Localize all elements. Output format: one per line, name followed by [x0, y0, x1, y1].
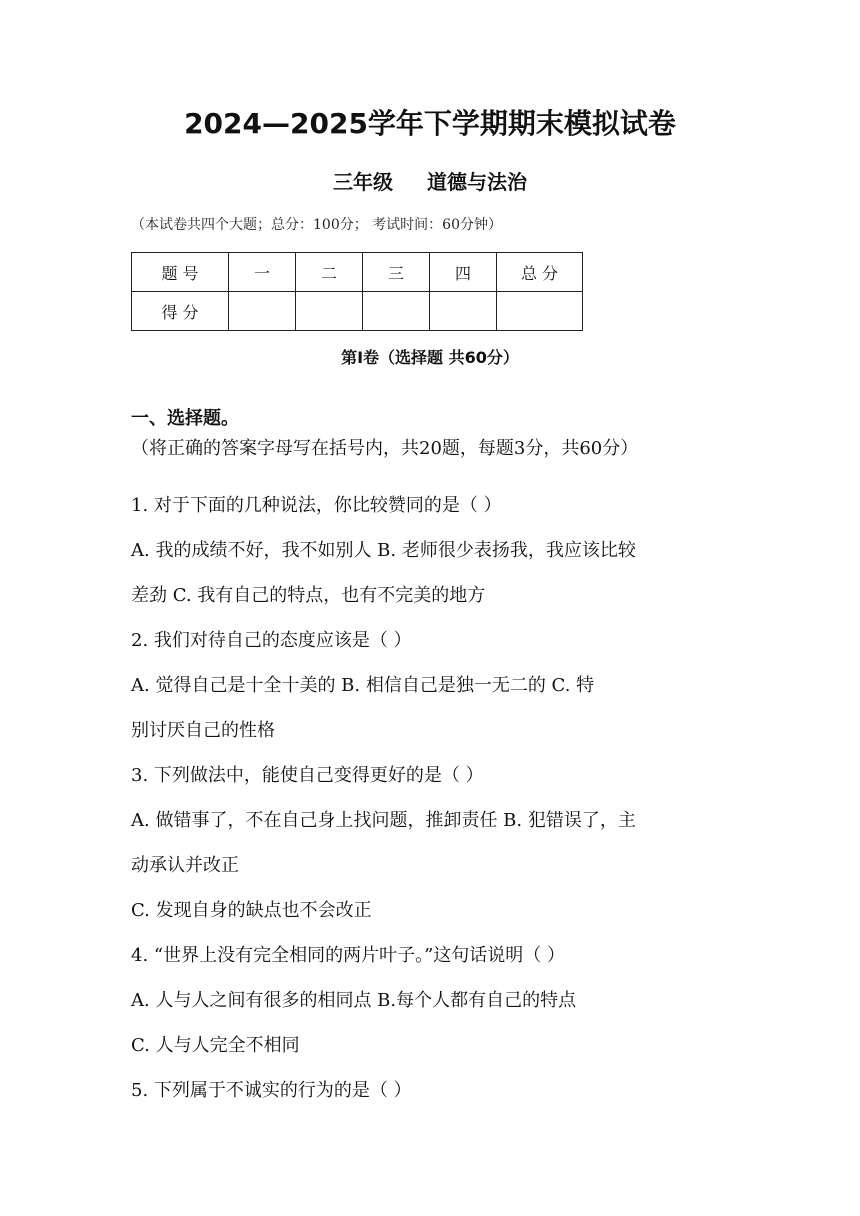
volume-title: 第Ⅰ卷（选择题 共60分） — [341, 348, 519, 367]
subject-label: 道德与法治 — [427, 170, 527, 194]
question-line: 动承认并改正 — [131, 855, 239, 876]
exam-subtitle — [0, 168, 860, 196]
score-cell-blank[interactable] — [497, 292, 583, 331]
question-line: 4. “世界上没有完全相同的两片叶子。”这句话说明（ ） — [131, 945, 566, 966]
question-line: C. 人与人完全不相同 — [131, 1035, 300, 1056]
question-line: 5. 下列属于不诚实的行为的是（ ） — [131, 1080, 412, 1101]
grade-label: 三年级 — [333, 170, 393, 194]
score-cell-header: 二 — [296, 253, 363, 292]
question-line: 1. 对于下面的几种说法，你比较赞同的是（ ） — [131, 495, 502, 516]
score-table — [131, 252, 583, 331]
exam-title: 2024—2025学年下学期期末模拟试卷 — [184, 107, 676, 140]
score-cell-blank[interactable] — [363, 292, 430, 331]
question-line: 差劲 C. 我有自己的特点，也有不完美的地方 — [131, 585, 486, 606]
question-line: C. 发现自身的缺点也不会改正 — [131, 900, 372, 921]
exam-note: （本试卷共四个大题；总分：100分； 考试时间：60分钟） — [131, 217, 502, 233]
question-line: A. 我的成绩不好，我不如别人 B. 老师很少表扬我，我应该比较 — [131, 540, 636, 561]
score-cell-blank[interactable] — [430, 292, 497, 331]
question-line: A. 觉得自己是十全十美的 B. 相信自己是独一无二的 C. 特 — [131, 675, 595, 696]
section-instruction: （将正确的答案字母写在括号内，共20题，每题3分，共60分） — [131, 438, 639, 459]
question-line: 2. 我们对待自己的态度应该是（ ） — [131, 630, 412, 651]
score-cell-header: 一 — [229, 253, 296, 292]
score-cell-header: 总 分 — [497, 253, 583, 292]
score-cell-header: 三 — [363, 253, 430, 292]
question-line: A. 做错事了，不在自己身上找问题，推卸责任 B. 犯错误了，主 — [131, 810, 636, 831]
score-cell-label: 得 分 — [132, 292, 229, 331]
section-heading — [131, 404, 731, 464]
question-line: 别讨厌自己的性格 — [131, 720, 275, 741]
score-cell-label: 题 号 — [132, 253, 229, 292]
score-cell-blank[interactable] — [229, 292, 296, 331]
score-table-header-row — [132, 253, 583, 292]
question-line: A. 人与人之间有很多的相同点 B.每个人都有自己的特点 — [131, 990, 577, 1011]
score-table-score-row — [132, 292, 583, 331]
score-cell-blank[interactable] — [296, 292, 363, 331]
score-cell-header: 四 — [430, 253, 497, 292]
question-line: 3. 下列做法中，能使自己变得更好的是（ ） — [131, 765, 484, 786]
section-heading-label: 一、选择题。 — [131, 408, 239, 429]
